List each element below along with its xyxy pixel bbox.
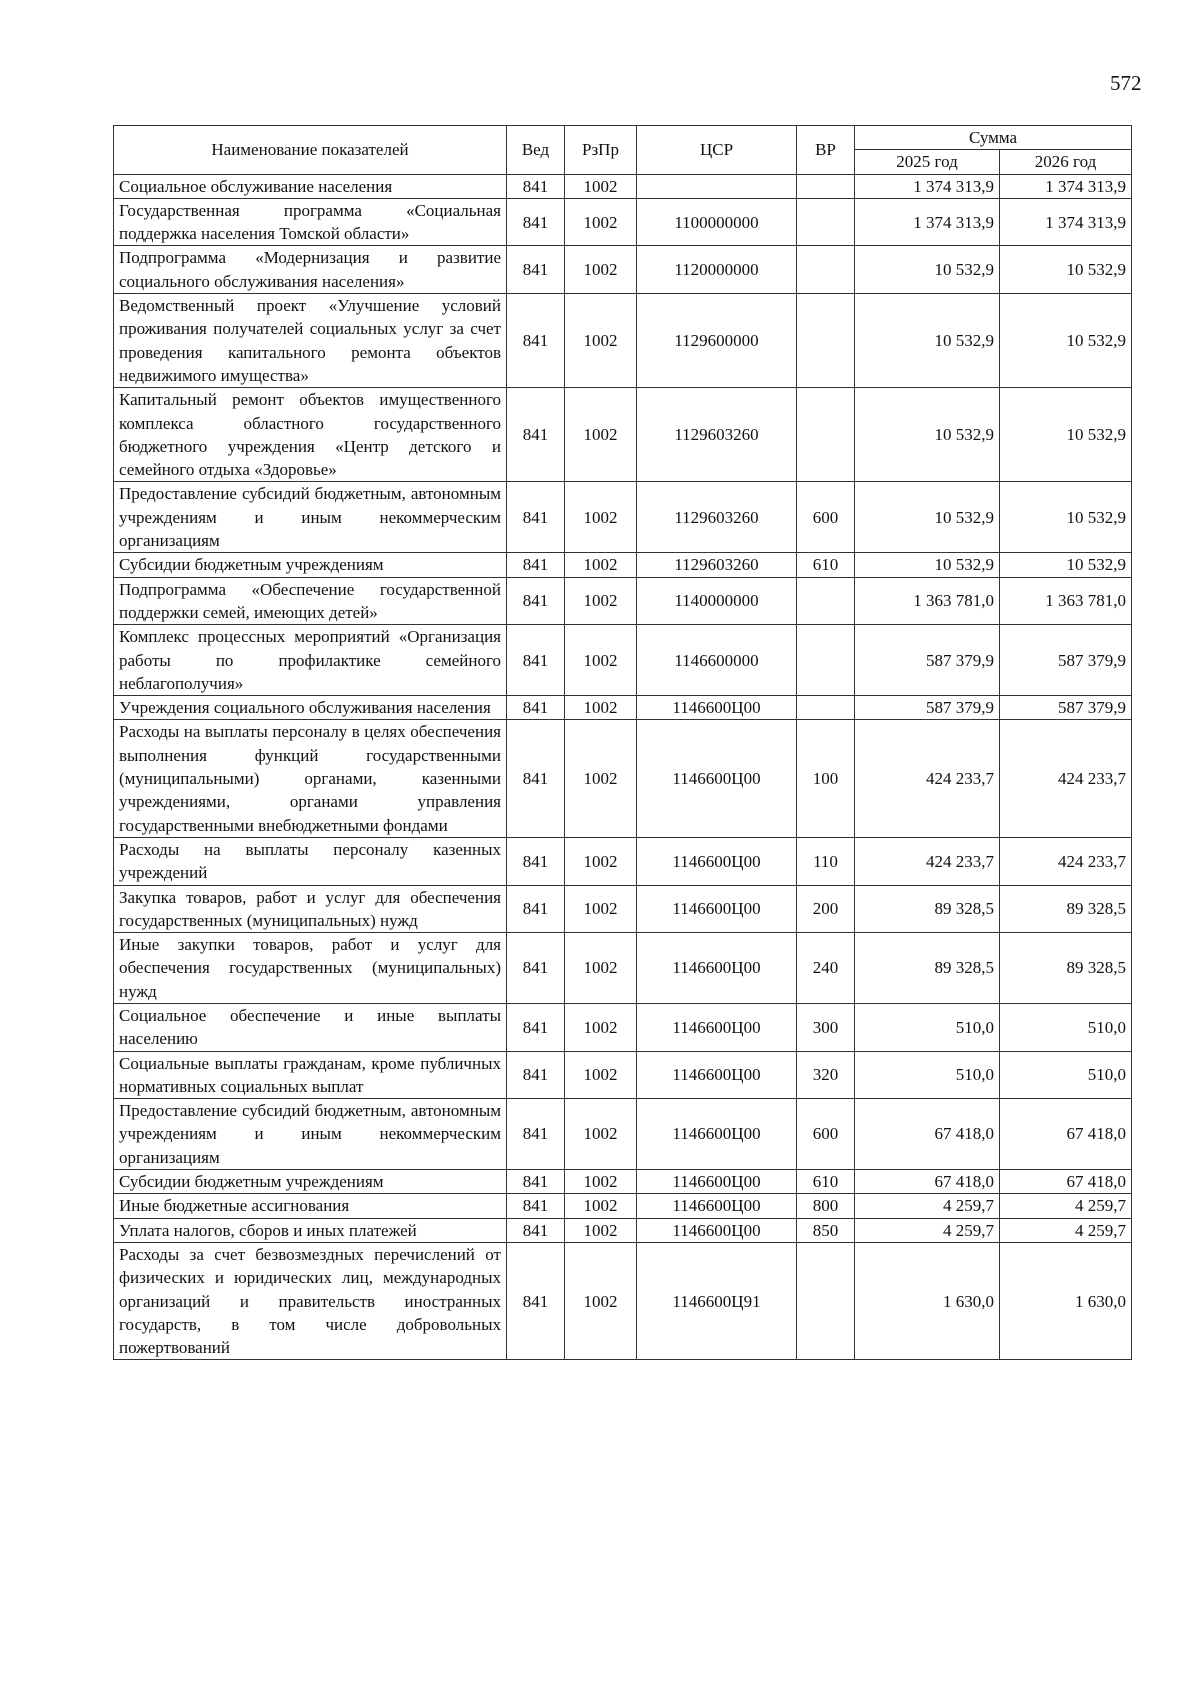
cell-vr: 600 [797,482,855,553]
cell-sum-2025: 424 233,7 [855,837,1000,885]
cell-name: Субсидии бюджетным учреждениям [114,553,507,577]
cell-vr [797,174,855,198]
cell-name: Государственная программа «Социальная поддержка населения Томской области» [114,198,507,246]
cell-sum-2026: 10 532,9 [1000,246,1132,294]
cell-sum-2026: 1 363 781,0 [1000,577,1132,625]
cell-ved: 841 [507,388,565,482]
cell-csr: 1146600Ц00 [637,1051,797,1099]
cell-ved: 841 [507,1218,565,1242]
cell-sum-2026: 89 328,5 [1000,885,1132,933]
cell-vr [797,246,855,294]
cell-ved: 841 [507,246,565,294]
cell-vr: 240 [797,933,855,1004]
cell-rzpr: 1002 [565,1099,637,1170]
cell-rzpr: 1002 [565,553,637,577]
cell-ved: 841 [507,885,565,933]
cell-csr: 1100000000 [637,198,797,246]
cell-ved: 841 [507,1242,565,1359]
cell-sum-2025: 10 532,9 [855,553,1000,577]
table-row [114,885,1132,933]
cell-name: Иные бюджетные ассигнования [114,1194,507,1218]
table-row [114,1194,1132,1218]
cell-csr: 1146600Ц00 [637,696,797,720]
cell-csr: 1129603260 [637,553,797,577]
cell-sum-2026: 510,0 [1000,1003,1132,1051]
cell-sum-2026: 424 233,7 [1000,720,1132,837]
cell-csr: 1146600000 [637,625,797,696]
header-year-2025: 2025 год [855,150,1000,174]
cell-name: Предоставление субсидий бюджетным, автономным учреждениям и иным некоммерческим организациям [114,482,507,553]
cell-rzpr: 1002 [565,696,637,720]
table-row [114,1003,1132,1051]
cell-ved: 841 [507,198,565,246]
cell-sum-2025: 1 363 781,0 [855,577,1000,625]
cell-rzpr: 1002 [565,625,637,696]
table-row [114,294,1132,388]
cell-ved: 841 [507,933,565,1004]
cell-sum-2025: 10 532,9 [855,246,1000,294]
cell-ved: 841 [507,1099,565,1170]
cell-sum-2026: 510,0 [1000,1051,1132,1099]
cell-name: Ведомственный проект «Улучшение условий проживания получателей социальных услуг за счет проведения капитального ремонта объектов недвижимого имущества» [114,294,507,388]
cell-ved: 841 [507,294,565,388]
cell-vr: 320 [797,1051,855,1099]
cell-ved: 841 [507,553,565,577]
cell-vr: 300 [797,1003,855,1051]
cell-ved: 841 [507,577,565,625]
cell-csr: 1146600Ц00 [637,933,797,1004]
header-sum: Сумма [855,126,1132,150]
cell-rzpr: 1002 [565,294,637,388]
cell-sum-2025: 1 374 313,9 [855,174,1000,198]
cell-sum-2025: 1 374 313,9 [855,198,1000,246]
cell-ved: 841 [507,837,565,885]
cell-rzpr: 1002 [565,885,637,933]
cell-ved: 841 [507,482,565,553]
table-row [114,1242,1132,1359]
cell-rzpr: 1002 [565,388,637,482]
cell-vr: 610 [797,553,855,577]
cell-name: Подпрограмма «Обеспечение государственной поддержки семей, имеющих детей» [114,577,507,625]
cell-ved: 841 [507,174,565,198]
cell-sum-2026: 1 374 313,9 [1000,174,1132,198]
header-rzpr: РзПр [565,126,637,175]
cell-sum-2026: 1 374 313,9 [1000,198,1132,246]
cell-csr: 1129603260 [637,388,797,482]
cell-rzpr: 1002 [565,198,637,246]
cell-name: Предоставление субсидий бюджетным, автономным учреждениям и иным некоммерческим организациям [114,1099,507,1170]
cell-vr: 110 [797,837,855,885]
cell-name: Учреждения социального обслуживания населения [114,696,507,720]
cell-rzpr: 1002 [565,933,637,1004]
cell-sum-2025: 4 259,7 [855,1218,1000,1242]
cell-name: Закупка товаров, работ и услуг для обеспечения государственных (муниципальных) нужд [114,885,507,933]
cell-name: Расходы на выплаты персоналу казенных учреждений [114,837,507,885]
cell-csr: 1146600Ц91 [637,1242,797,1359]
cell-name: Комплекс процессных мероприятий «Организация работы по профилактике семейного неблагополучия» [114,625,507,696]
header-name: Наименование показателей [114,126,507,175]
table-row [114,482,1132,553]
cell-vr: 200 [797,885,855,933]
header-year-2026: 2026 год [1000,150,1132,174]
cell-sum-2026: 10 532,9 [1000,482,1132,553]
cell-name: Подпрограмма «Модернизация и развитие социального обслуживания населения» [114,246,507,294]
cell-rzpr: 1002 [565,1003,637,1051]
cell-sum-2026: 10 532,9 [1000,553,1132,577]
cell-vr: 610 [797,1170,855,1194]
table-header [114,126,1132,175]
cell-sum-2026: 67 418,0 [1000,1099,1132,1170]
header-ved: Вед [507,126,565,175]
cell-sum-2025: 1 630,0 [855,1242,1000,1359]
table-row [114,720,1132,837]
cell-vr [797,198,855,246]
cell-vr: 600 [797,1099,855,1170]
cell-ved: 841 [507,1003,565,1051]
cell-sum-2026: 89 328,5 [1000,933,1132,1004]
cell-csr: 1129603260 [637,482,797,553]
cell-ved: 841 [507,1051,565,1099]
cell-vr [797,625,855,696]
cell-vr: 100 [797,720,855,837]
cell-vr [797,388,855,482]
cell-name: Социальное обеспечение и иные выплаты населению [114,1003,507,1051]
cell-sum-2025: 89 328,5 [855,933,1000,1004]
cell-csr: 1146600Ц00 [637,1170,797,1194]
cell-csr: 1140000000 [637,577,797,625]
cell-name: Социальное обслуживание населения [114,174,507,198]
cell-sum-2025: 10 532,9 [855,294,1000,388]
cell-sum-2026: 424 233,7 [1000,837,1132,885]
table-row [114,1218,1132,1242]
cell-sum-2025: 587 379,9 [855,696,1000,720]
cell-vr [797,294,855,388]
cell-vr [797,696,855,720]
cell-sum-2025: 10 532,9 [855,482,1000,553]
cell-rzpr: 1002 [565,837,637,885]
table-row [114,388,1132,482]
cell-csr [637,174,797,198]
header-vr: ВР [797,126,855,175]
table-row [114,696,1132,720]
cell-name: Капитальный ремонт объектов имущественного комплекса областного государственного бюджетного учреждения «Центр детского и семейного отдыха «Здоровье» [114,388,507,482]
table-row [114,1099,1132,1170]
cell-rzpr: 1002 [565,1242,637,1359]
cell-csr: 1146600Ц00 [637,720,797,837]
cell-ved: 841 [507,720,565,837]
cell-name: Субсидии бюджетным учреждениям [114,1170,507,1194]
table-row [114,625,1132,696]
cell-name: Уплата налогов, сборов и иных платежей [114,1218,507,1242]
cell-sum-2026: 10 532,9 [1000,294,1132,388]
table-row [114,246,1132,294]
cell-csr: 1129600000 [637,294,797,388]
cell-vr [797,1242,855,1359]
cell-sum-2025: 424 233,7 [855,720,1000,837]
cell-rzpr: 1002 [565,1218,637,1242]
cell-sum-2025: 10 532,9 [855,388,1000,482]
cell-vr: 850 [797,1218,855,1242]
cell-ved: 841 [507,696,565,720]
table-row [114,1051,1132,1099]
cell-rzpr: 1002 [565,720,637,837]
table-row [114,933,1132,1004]
cell-sum-2025: 67 418,0 [855,1099,1000,1170]
cell-rzpr: 1002 [565,1194,637,1218]
cell-name: Иные закупки товаров, работ и услуг для обеспечения государственных (муниципальных) нужд [114,933,507,1004]
cell-name: Расходы за счет безвозмездных перечислений от физических и юридических лиц, международных организаций и правительств иностранных государств, в том числе добровольных пожертвований [114,1242,507,1359]
cell-rzpr: 1002 [565,246,637,294]
cell-sum-2026: 4 259,7 [1000,1218,1132,1242]
cell-csr: 1146600Ц00 [637,1003,797,1051]
cell-sum-2025: 510,0 [855,1003,1000,1051]
cell-sum-2026: 587 379,9 [1000,696,1132,720]
cell-sum-2025: 67 418,0 [855,1170,1000,1194]
cell-name: Расходы на выплаты персоналу в целях обеспечения выполнения функций государственными (муниципальными) органами, казенными учреждениями, органами управления государственными внебюджетными фондами [114,720,507,837]
cell-csr: 1146600Ц00 [637,1099,797,1170]
cell-ved: 841 [507,1194,565,1218]
cell-sum-2025: 510,0 [855,1051,1000,1099]
budget-table [113,125,1132,1360]
cell-rzpr: 1002 [565,174,637,198]
cell-csr: 1146600Ц00 [637,885,797,933]
cell-csr: 1120000000 [637,246,797,294]
table-row [114,553,1132,577]
table-row [114,174,1132,198]
cell-rzpr: 1002 [565,482,637,553]
cell-sum-2025: 4 259,7 [855,1194,1000,1218]
cell-csr: 1146600Ц00 [637,1194,797,1218]
cell-csr: 1146600Ц00 [637,837,797,885]
cell-name: Социальные выплаты гражданам, кроме публичных нормативных социальных выплат [114,1051,507,1099]
cell-rzpr: 1002 [565,577,637,625]
table-row [114,198,1132,246]
table-body [114,174,1132,1360]
cell-rzpr: 1002 [565,1170,637,1194]
cell-sum-2026: 10 532,9 [1000,388,1132,482]
cell-vr: 800 [797,1194,855,1218]
table-row [114,577,1132,625]
page-number: 572 [1110,71,1142,95]
cell-sum-2026: 1 630,0 [1000,1242,1132,1359]
cell-sum-2026: 587 379,9 [1000,625,1132,696]
cell-csr: 1146600Ц00 [637,1218,797,1242]
cell-rzpr: 1002 [565,1051,637,1099]
cell-sum-2025: 89 328,5 [855,885,1000,933]
cell-sum-2025: 587 379,9 [855,625,1000,696]
table-row [114,837,1132,885]
cell-sum-2026: 4 259,7 [1000,1194,1132,1218]
header-csr: ЦСР [637,126,797,175]
cell-sum-2026: 67 418,0 [1000,1170,1132,1194]
table-row [114,1170,1132,1194]
cell-ved: 841 [507,1170,565,1194]
cell-vr [797,577,855,625]
cell-ved: 841 [507,625,565,696]
